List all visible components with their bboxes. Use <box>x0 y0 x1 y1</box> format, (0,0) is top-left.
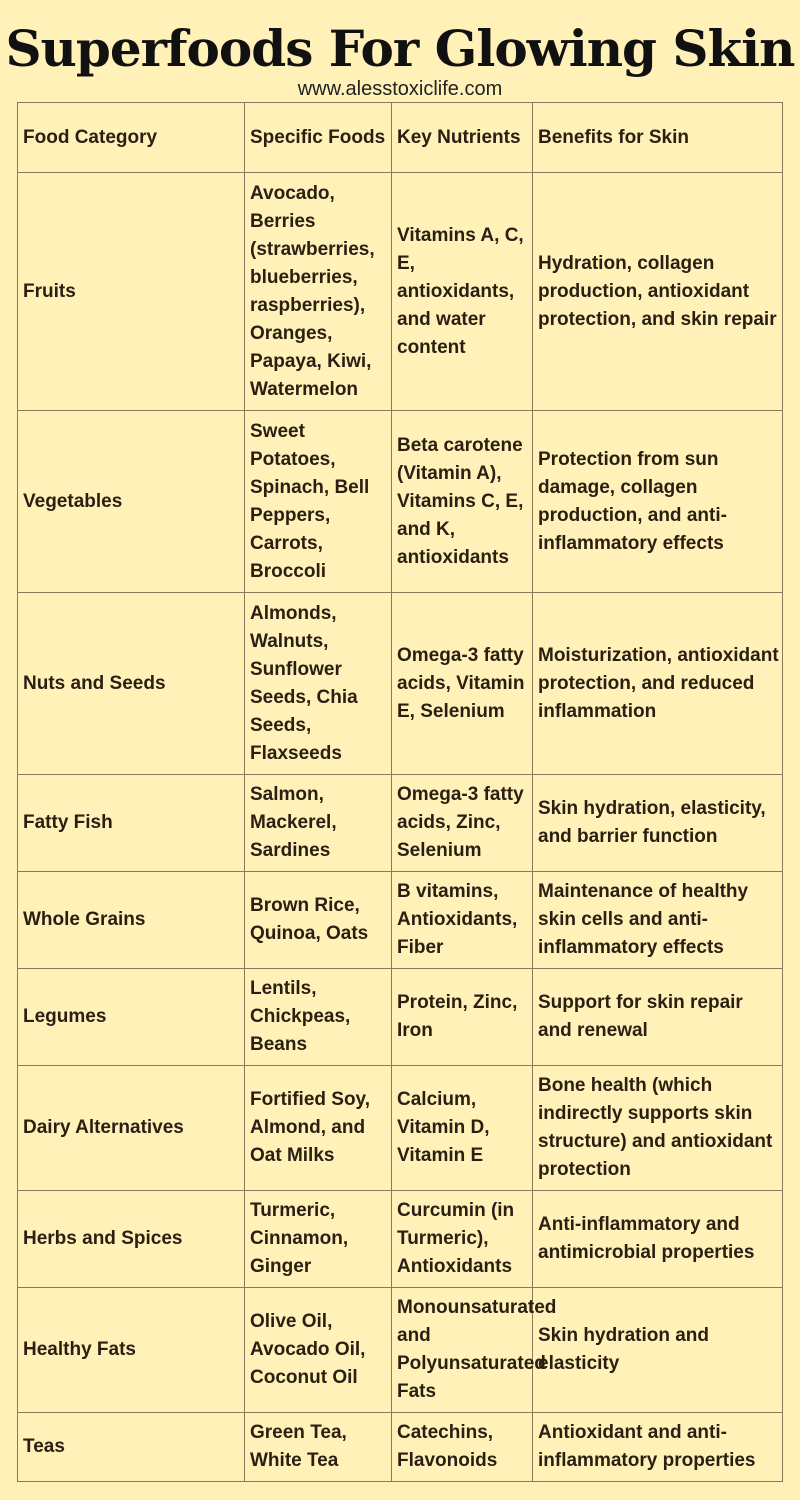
table-cell: Skin hydration, elasticity, and barrier function <box>533 775 783 872</box>
table-row <box>18 411 783 593</box>
column-header: Food Category <box>18 103 245 173</box>
table-row <box>18 593 783 775</box>
table-cell: Sweet Potatoes, Spinach, Bell Peppers, Carrots, Broccoli <box>245 411 392 593</box>
table-cell: Green Tea, White Tea <box>245 1413 392 1482</box>
table-cell: Legumes <box>18 969 245 1066</box>
table-cell: Fruits <box>18 173 245 411</box>
table-cell: Hydration, collagen production, antioxidant protection, and skin repair <box>533 173 783 411</box>
table-cell: Bone health (which indirectly supports skin structure) and antioxidant protection <box>533 1066 783 1191</box>
column-header: Specific Foods <box>245 103 392 173</box>
table-cell: Teas <box>18 1413 245 1482</box>
table-cell: Fatty Fish <box>18 775 245 872</box>
table-cell: Brown Rice, Quinoa, Oats <box>245 872 392 969</box>
table-cell: Omega-3 fatty acids, Vitamin E, Selenium <box>392 593 533 775</box>
page-title: Superfoods For Glowing Skin <box>5 19 795 78</box>
table-cell: Maintenance of healthy skin cells and anti-inflammatory effects <box>533 872 783 969</box>
table-row <box>18 969 783 1066</box>
column-header: Key Nutrients <box>392 103 533 173</box>
table-cell: Vegetables <box>18 411 245 593</box>
table-cell: Monounsaturated and Polyunsaturated Fats <box>392 1288 533 1413</box>
superfoods-table <box>17 102 783 1482</box>
table-cell: Vitamins A, C, E, antioxidants, and water content <box>392 173 533 411</box>
table-row <box>18 1191 783 1288</box>
table-cell: Almonds, Walnuts, Sunflower Seeds, Chia Seeds, Flaxseeds <box>245 593 392 775</box>
table-cell: Avocado, Berries (strawberries, blueberries, raspberries), Oranges, Papaya, Kiwi, Watermelon <box>245 173 392 411</box>
table-cell: Anti-inflammatory and antimicrobial properties <box>533 1191 783 1288</box>
table-cell: Moisturization, antioxidant protection, and reduced inflammation <box>533 593 783 775</box>
table-cell: Omega-3 fatty acids, Zinc, Selenium <box>392 775 533 872</box>
table-row <box>18 1288 783 1413</box>
table-cell: Antioxidant and anti-inflammatory properties <box>533 1413 783 1482</box>
table-cell: B vitamins, Antioxidants, Fiber <box>392 872 533 969</box>
column-header: Benefits for Skin <box>533 103 783 173</box>
table-cell: Skin hydration and elasticity <box>533 1288 783 1413</box>
table-cell: Support for skin repair and renewal <box>533 969 783 1066</box>
table-cell: Salmon, Mackerel, Sardines <box>245 775 392 872</box>
table-cell: Protection from sun damage, collagen production, and anti-inflammatory effects <box>533 411 783 593</box>
table-cell: Fortified Soy, Almond, and Oat Milks <box>245 1066 392 1191</box>
table-row <box>18 173 783 411</box>
table-cell: Dairy Alternatives <box>18 1066 245 1191</box>
table-cell: Healthy Fats <box>18 1288 245 1413</box>
table-cell: Catechins, Flavonoids <box>392 1413 533 1482</box>
table-cell: Nuts and Seeds <box>18 593 245 775</box>
table-cell: Curcumin (in Turmeric), Antioxidants <box>392 1191 533 1288</box>
table-row <box>18 1066 783 1191</box>
table-cell: Herbs and Spices <box>18 1191 245 1288</box>
table-row <box>18 775 783 872</box>
table-cell: Lentils, Chickpeas, Beans <box>245 969 392 1066</box>
table-cell: Whole Grains <box>18 872 245 969</box>
table-header-row <box>18 103 783 173</box>
table-cell: Olive Oil, Avocado Oil, Coconut Oil <box>245 1288 392 1413</box>
table-cell: Beta carotene (Vitamin A), Vitamins C, E, and K, antioxidants <box>392 411 533 593</box>
table-cell: Protein, Zinc, Iron <box>392 969 533 1066</box>
table-row <box>18 1413 783 1482</box>
table-cell: Calcium, Vitamin D, Vitamin E <box>392 1066 533 1191</box>
table-row <box>18 872 783 969</box>
table-cell: Turmeric, Cinnamon, Ginger <box>245 1191 392 1288</box>
website-url: www.alesstoxiclife.com <box>297 78 503 100</box>
